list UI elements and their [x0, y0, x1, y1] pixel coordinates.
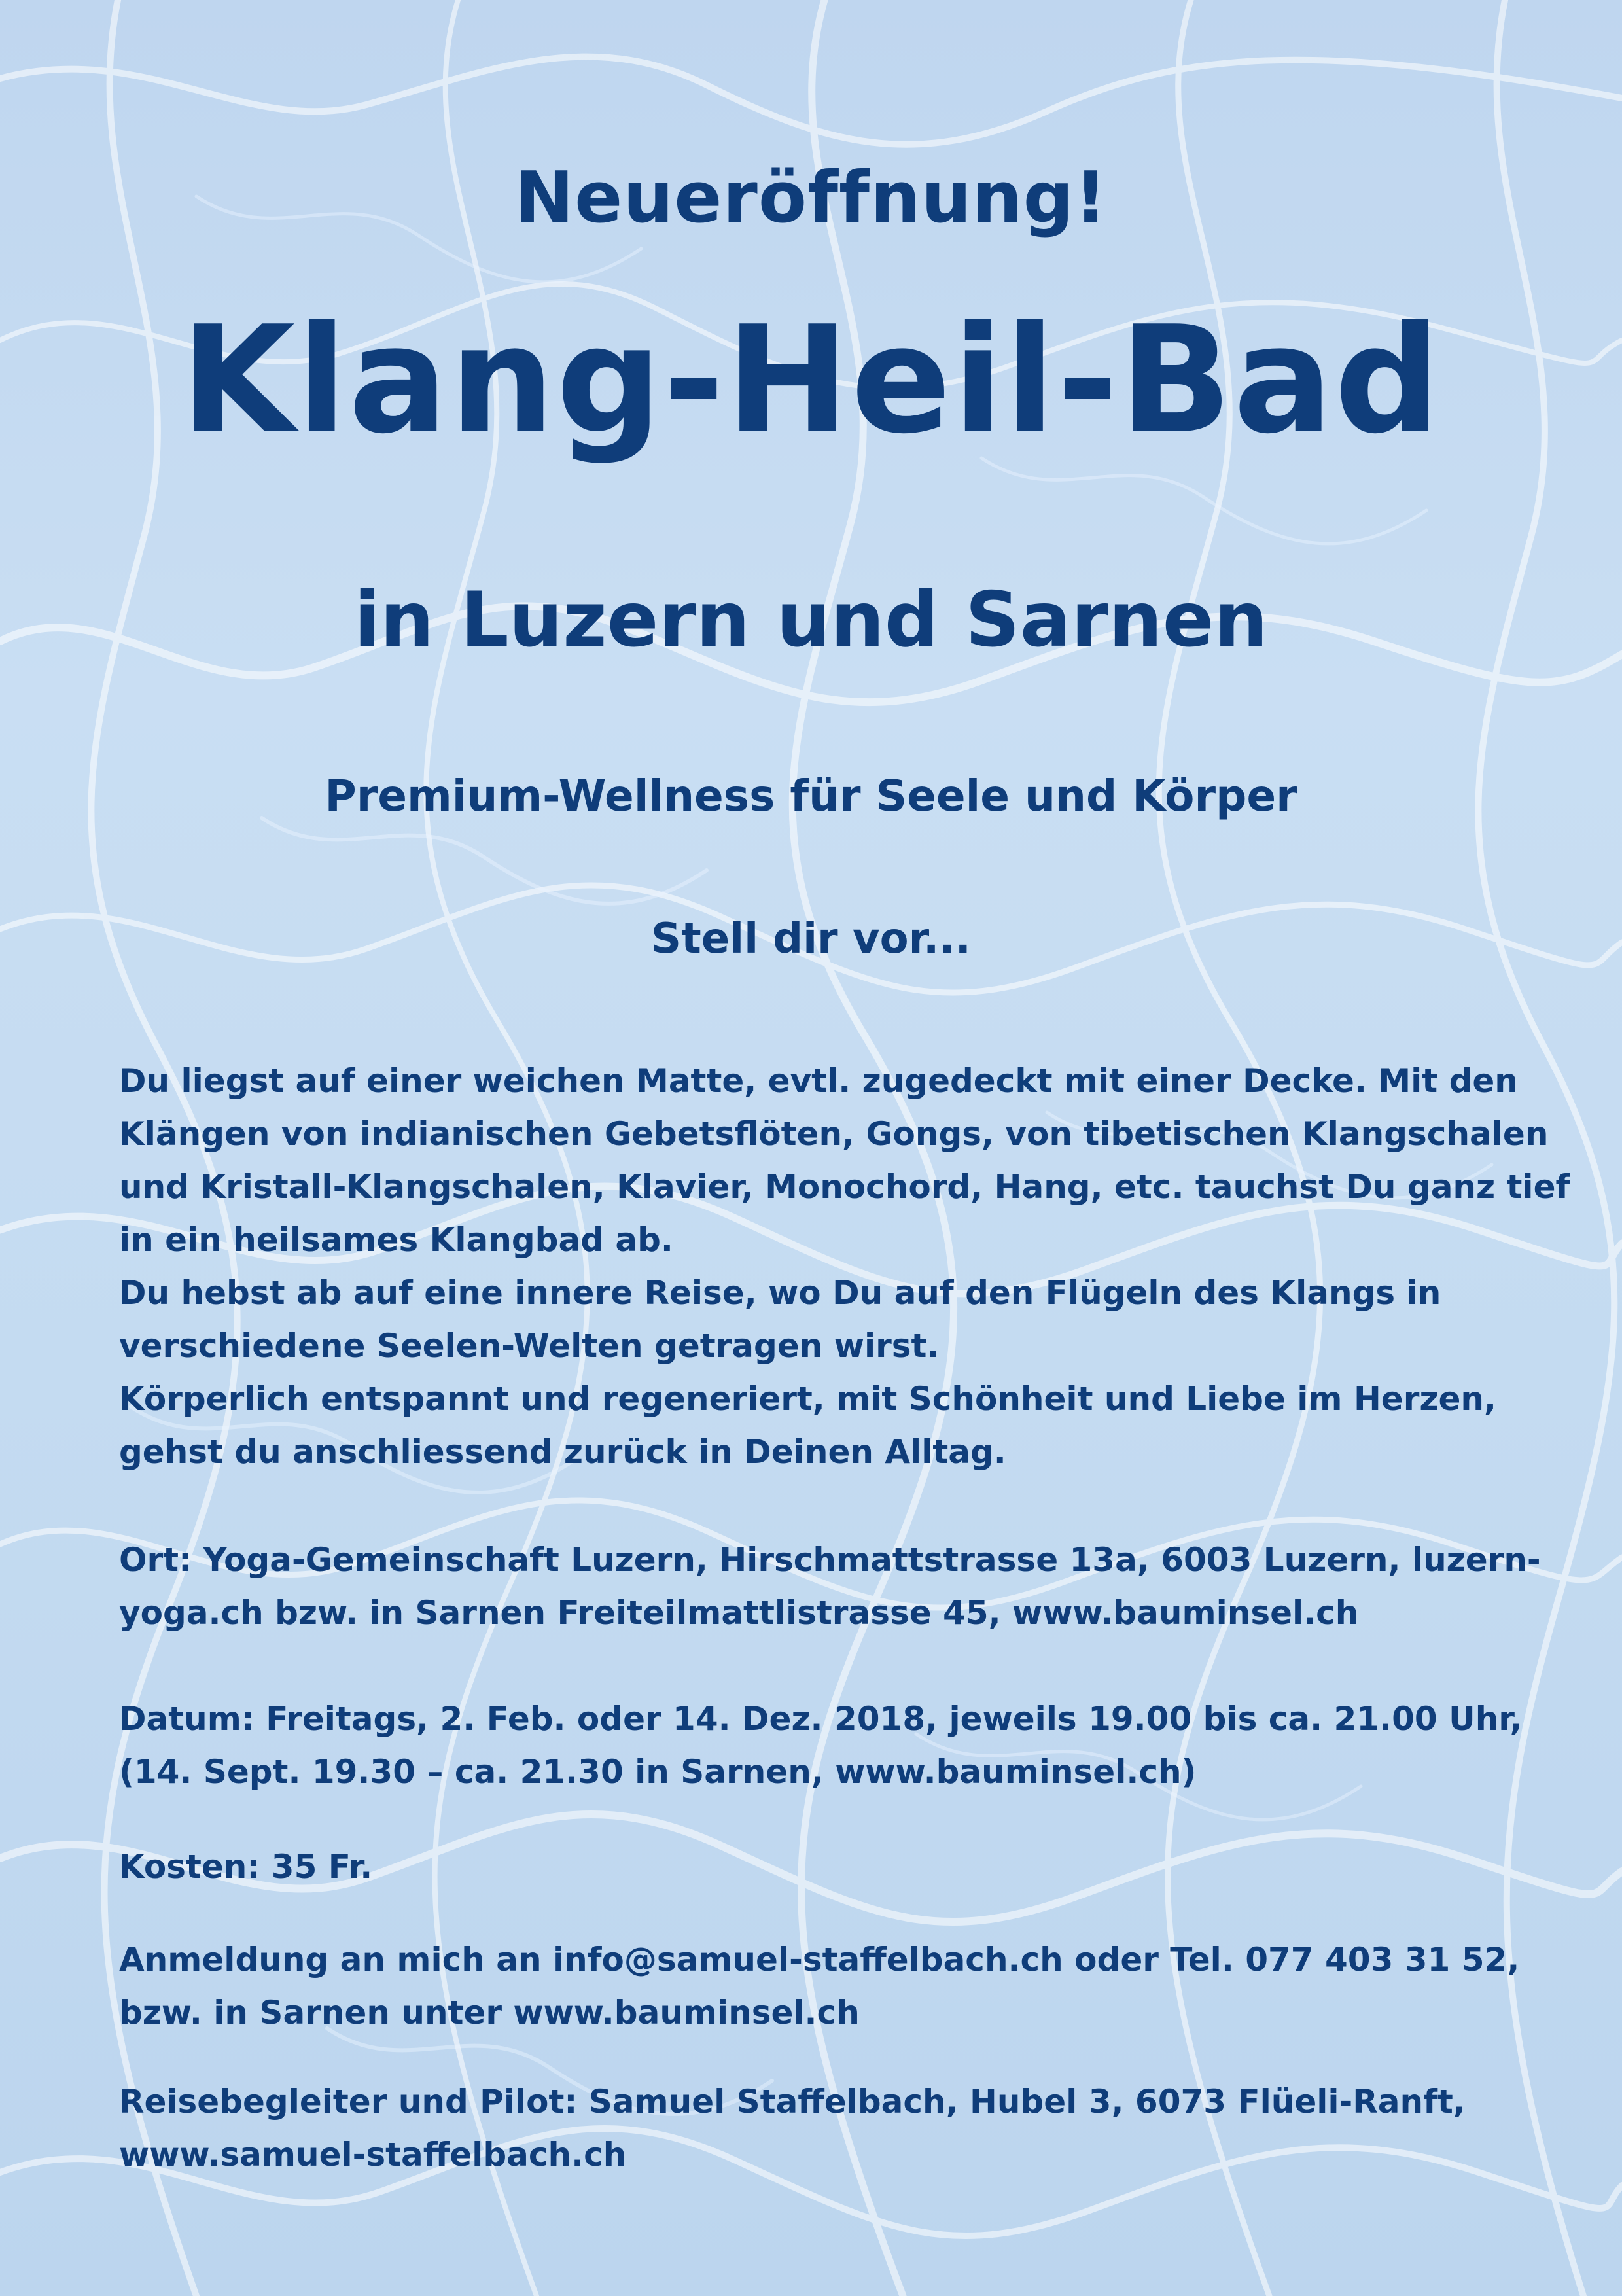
- registration-line: bzw. in Sarnen unter www.bauminsel.ch: [119, 1994, 860, 2032]
- intro-text: Stell dir vor...: [651, 915, 971, 963]
- dates-line: Datum: Freitags, 2. Feb. oder 14. Dez. 2018, jeweils 19.00 bis ca. 21.00 Uhr,: [119, 1700, 1523, 1738]
- kicker-text: Neueröffnung!: [514, 157, 1108, 239]
- registration-paragraph: [119, 1934, 1545, 2040]
- tagline: Premium-Wellness für Seele und Körper: [325, 771, 1297, 821]
- page-title: Klang-Heil-Bad: [180, 294, 1442, 467]
- guide-line: www.samuel-staffelbach.ch: [119, 2136, 627, 2174]
- description-line: verschiedene Seelen-Welten getragen wirst.: [119, 1327, 940, 1365]
- subtitle: in Luzern und Sarnen: [353, 576, 1269, 664]
- description-line: Du hebst ab auf eine innere Reise, wo Du auf den Flügeln des Klangs in: [119, 1274, 1441, 1312]
- description-paragraph: [119, 1055, 1570, 1479]
- dates-paragraph: [119, 1693, 1545, 1799]
- location-line: yoga.ch bzw. in Sarnen Freiteilmattlistrasse 45, www.bauminsel.ch: [119, 1594, 1359, 1632]
- description-line: und Kristall-Klangschalen, Klavier, Monochord, Hang, etc. tauchst Du ganz tief: [119, 1168, 1570, 1206]
- cost-line: Kosten: 35 Fr.: [119, 1848, 373, 1886]
- dates-line: (14. Sept. 19.30 – ca. 21.30 in Sarnen, www.bauminsel.ch): [119, 1753, 1197, 1791]
- description-line: gehst du anschliessend zurück in Deinen Alltag.: [119, 1433, 1006, 1471]
- description-line: Klängen von indianischen Gebetsflöten, Gongs, von tibetischen Klangschalen: [119, 1115, 1549, 1153]
- cost-paragraph: [119, 1841, 1545, 1894]
- registration-line: Anmeldung an mich an info@samuel-staffelbach.ch oder Tel. 077 403 31 52,: [119, 1941, 1520, 1979]
- guide-line: Reisebegleiter und Pilot: Samuel Staffelbach, Hubel 3, 6073 Flüeli-Ranft,: [119, 2083, 1466, 2121]
- guide-paragraph: [119, 2075, 1545, 2181]
- description-line: Körperlich entspannt und regeneriert, mit Schönheit und Liebe im Herzen,: [119, 1380, 1496, 1418]
- location-paragraph: [119, 1534, 1545, 1640]
- description-line: Du liegst auf einer weichen Matte, evtl. zugedeckt mit einer Decke. Mit den: [119, 1062, 1518, 1100]
- location-line: Ort: Yoga-Gemeinschaft Luzern, Hirschmattstrasse 13a, 6003 Luzern, luzern-: [119, 1541, 1541, 1579]
- description-line: in ein heilsames Klangbad ab.: [119, 1221, 673, 1259]
